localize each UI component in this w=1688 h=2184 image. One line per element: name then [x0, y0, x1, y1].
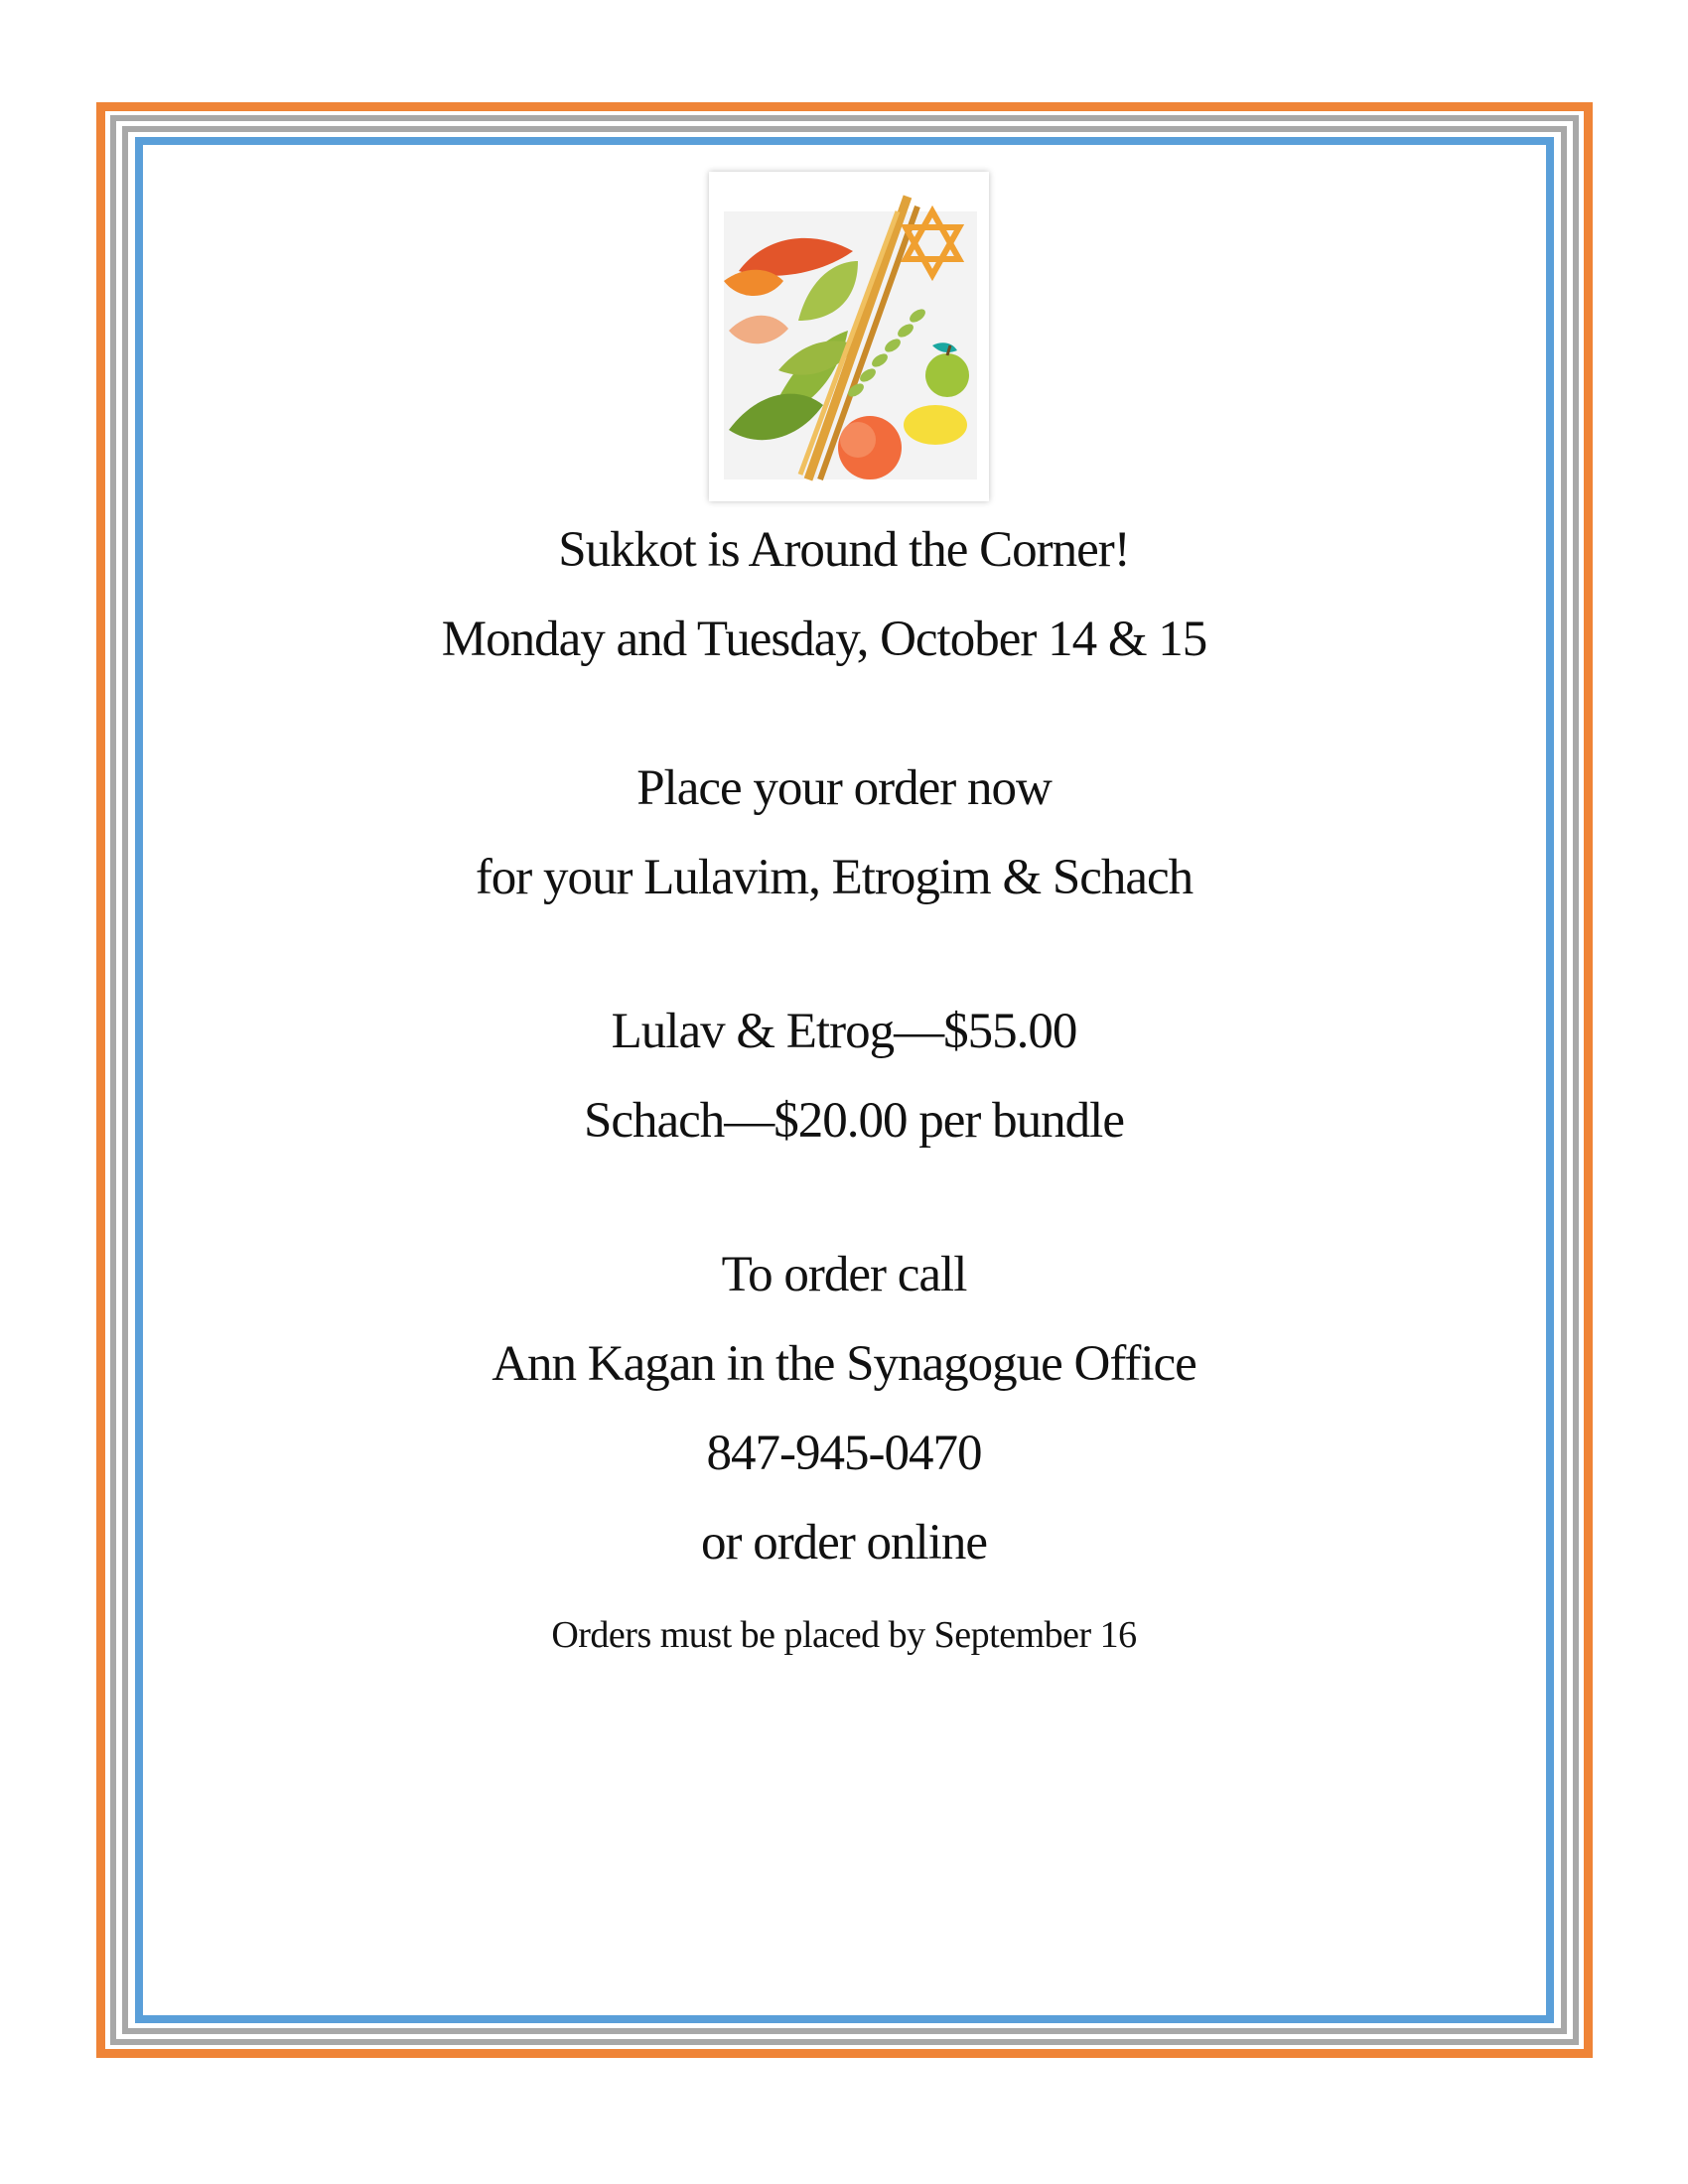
order-line-2: for your Lulavim, Etrogim & Schach — [475, 850, 1194, 905]
contact-line-1: To order call — [721, 1247, 967, 1302]
event-dates: Monday and Tuesday, October 14 & 15 — [441, 612, 1207, 667]
order-line-1: Place your order now — [636, 760, 1052, 816]
contact-line-2: Ann Kagan in the Synagogue Office — [492, 1336, 1196, 1392]
order-online: or order online — [700, 1515, 988, 1570]
phone-number: 847-945-0470 — [706, 1426, 982, 1481]
lemon-icon — [904, 405, 967, 445]
price-lulav-etrog: Lulav & Etrog—$55.00 — [611, 1004, 1077, 1059]
order-deadline: Orders must be placed by September 16 — [551, 1614, 1137, 1656]
etrog-icon — [838, 416, 902, 479]
flyer-title: Sukkot is Around the Corner! — [558, 522, 1130, 578]
price-schach: Schach—$20.00 per bundle — [584, 1093, 1124, 1149]
sukkot-clipart — [709, 172, 989, 501]
